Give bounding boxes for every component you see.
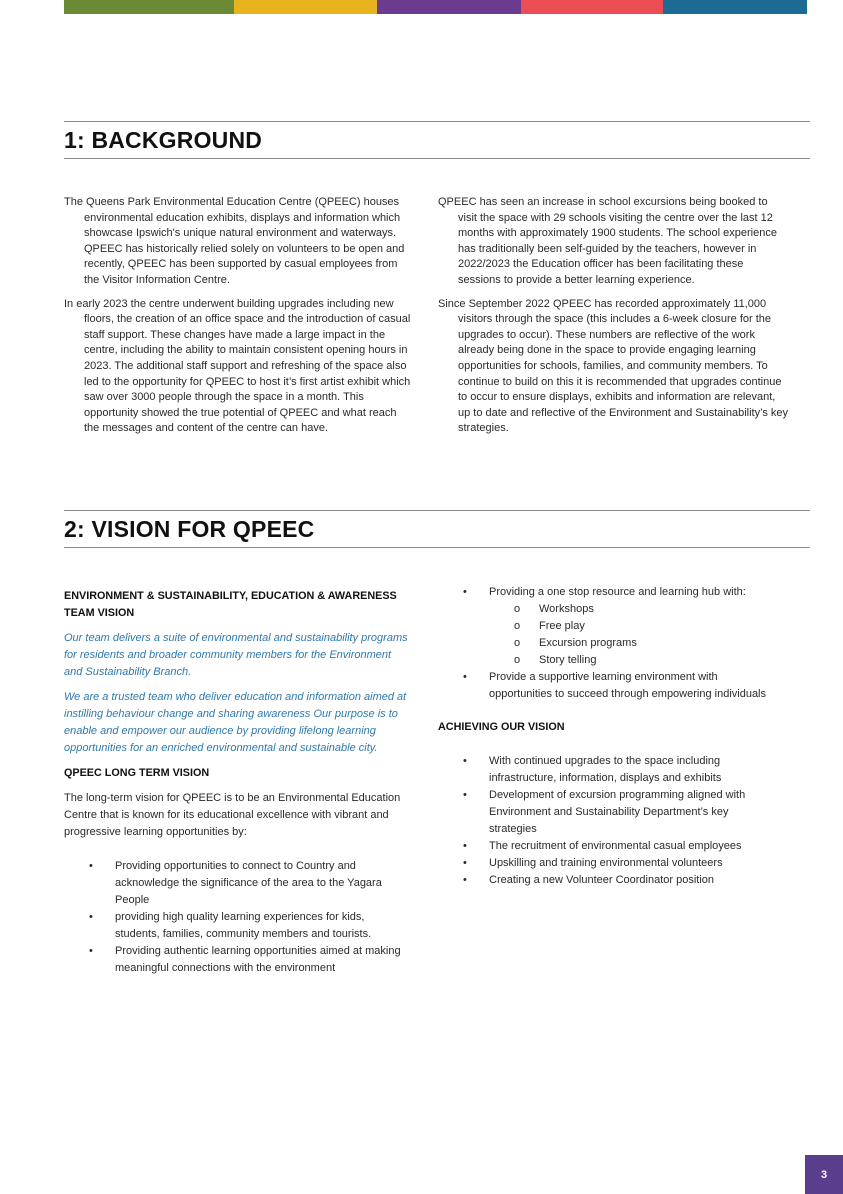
sublist-item: o Story telling (438, 652, 778, 669)
color-band (64, 0, 807, 14)
hub-bullet-text: Providing a one stop resource and learning hub with: (489, 586, 746, 598)
background-paragraph: QPEEC has seen an increase in school excursions being booked to visit the space with 29 schools visiting the centre over the last 12 months with approximately 1900 students. The school experience has traditionally been self-guided by the teachers, however in 2022/2023 the Education officer has been facilitating these sessions to provide a better learning experience. (438, 196, 777, 286)
sublist-item: o Workshops (438, 601, 778, 618)
color-band-purple (377, 0, 521, 14)
hub-sublist (438, 601, 778, 669)
supportive-list (438, 669, 778, 703)
team-vision-heading: ENVIRONMENT & SUSTAINABILITY, EDUCATION & AWARENESS TEAM VISION (64, 590, 397, 619)
background-paragraph: Since September 2022 QPEEC has recorded approximately 11,000 visitors through the space (this includes a 6-week closure for the upgrades to occur). These numbers are reflective of the work already being done in the space to provide engaging learning opportunities for schools, families, and community members. To continue to build on this it is recommended that upgrades continue to occur to ensure displays, exhibits and information are relevant, up to date and reflective of the Environment and Sustainability’s key strategies. (438, 297, 788, 435)
list-item: • Upskilling and training environmental volunteers (438, 855, 778, 872)
list-item: • The recruitment of environmental casual employees (438, 838, 778, 855)
sublist-item: o Excursion programs (438, 635, 778, 652)
page-number: 3 (805, 1155, 843, 1194)
list-item: • Providing opportunities to connect to Country and acknowledge the significance of the area to the Yagara People (64, 858, 409, 909)
list-item: • Creating a new Volunteer Coordinator position (438, 872, 778, 889)
color-band-red (521, 0, 663, 14)
hub-list (438, 584, 778, 601)
list-item: • Development of excursion programming aligned with Environment and Sustainability Department’s key strategies (438, 787, 778, 838)
background-paragraph: The Queens Park Environmental Education Centre (QPEEC) houses environmental education exhibits, displays and information which showcase Ipswich's unique natural environment and waterways. QPEEC has historically relied solely on volunteers to be open and recently, QPEEC has been supported by casual employees from the Visitor Information Centre. (64, 196, 405, 286)
vision-section-header (64, 510, 810, 548)
color-band-yellow (234, 0, 377, 14)
background-title: 1: BACKGROUND (64, 126, 263, 153)
background-right-column (438, 195, 788, 445)
achieving-vision-heading: ACHIEVING OUR VISION (438, 721, 565, 733)
vision-title: 2: VISION FOR QPEEC (64, 515, 315, 542)
color-band-green (64, 0, 234, 14)
long-term-vision-heading: QPEEC LONG TERM VISION (64, 767, 210, 779)
list-item: • Provide a supportive learning environment with opportunities to succeed through empowering individuals (438, 669, 778, 703)
list-item: • Providing authentic learning opportunities aimed at making meaningful connections with the environment (64, 943, 409, 977)
achieving-vision-list (438, 753, 778, 889)
background-section-header (64, 121, 810, 159)
team-vision-text: We are a trusted team who deliver education and information aimed at instilling behaviour change and sharing awareness Our purpose is to enable and empower our audience by providing lifelong learning opportunities for an enriched environmental and sustainable city. (64, 691, 407, 754)
color-band-blue (663, 0, 807, 14)
background-paragraph: In early 2023 the centre underwent building upgrades including new floors, the creation of an office space and the introduction of casual staff support. These changes have made a large impact in the centre, including the ability to maintain consistent opening hours in 2023. The additional staff support and refreshing of the space also led to the opportunity for QPEEC to host it’s first artist exhibit which saw over 3000 people through the space in a month. This opportunity showed the true potential of QPEEC and what reach the messages and content of the centre can have. (64, 297, 411, 435)
sublist-item: o Free play (438, 618, 778, 635)
list-item: • providing high quality learning experiences for kids, students, families, community members and tourists. (64, 909, 409, 943)
list-item (438, 584, 778, 601)
team-vision-text: Our team delivers a suite of environmental and sustainability programs for residents and broader community members for the Environment and Sustainability Branch. (64, 632, 408, 678)
background-left-column (64, 195, 414, 445)
vision-left-column (64, 588, 409, 977)
long-term-vision-list (64, 858, 409, 977)
list-item: • With continued upgrades to the space including infrastructure, information, displays and exhibits (438, 753, 778, 787)
long-term-vision-text: The long-term vision for QPEEC is to be an Environmental Education Centre that is known for its educational excellence with vibrant and progressive learning opportunities by: (64, 792, 401, 838)
vision-right-column (438, 584, 778, 889)
